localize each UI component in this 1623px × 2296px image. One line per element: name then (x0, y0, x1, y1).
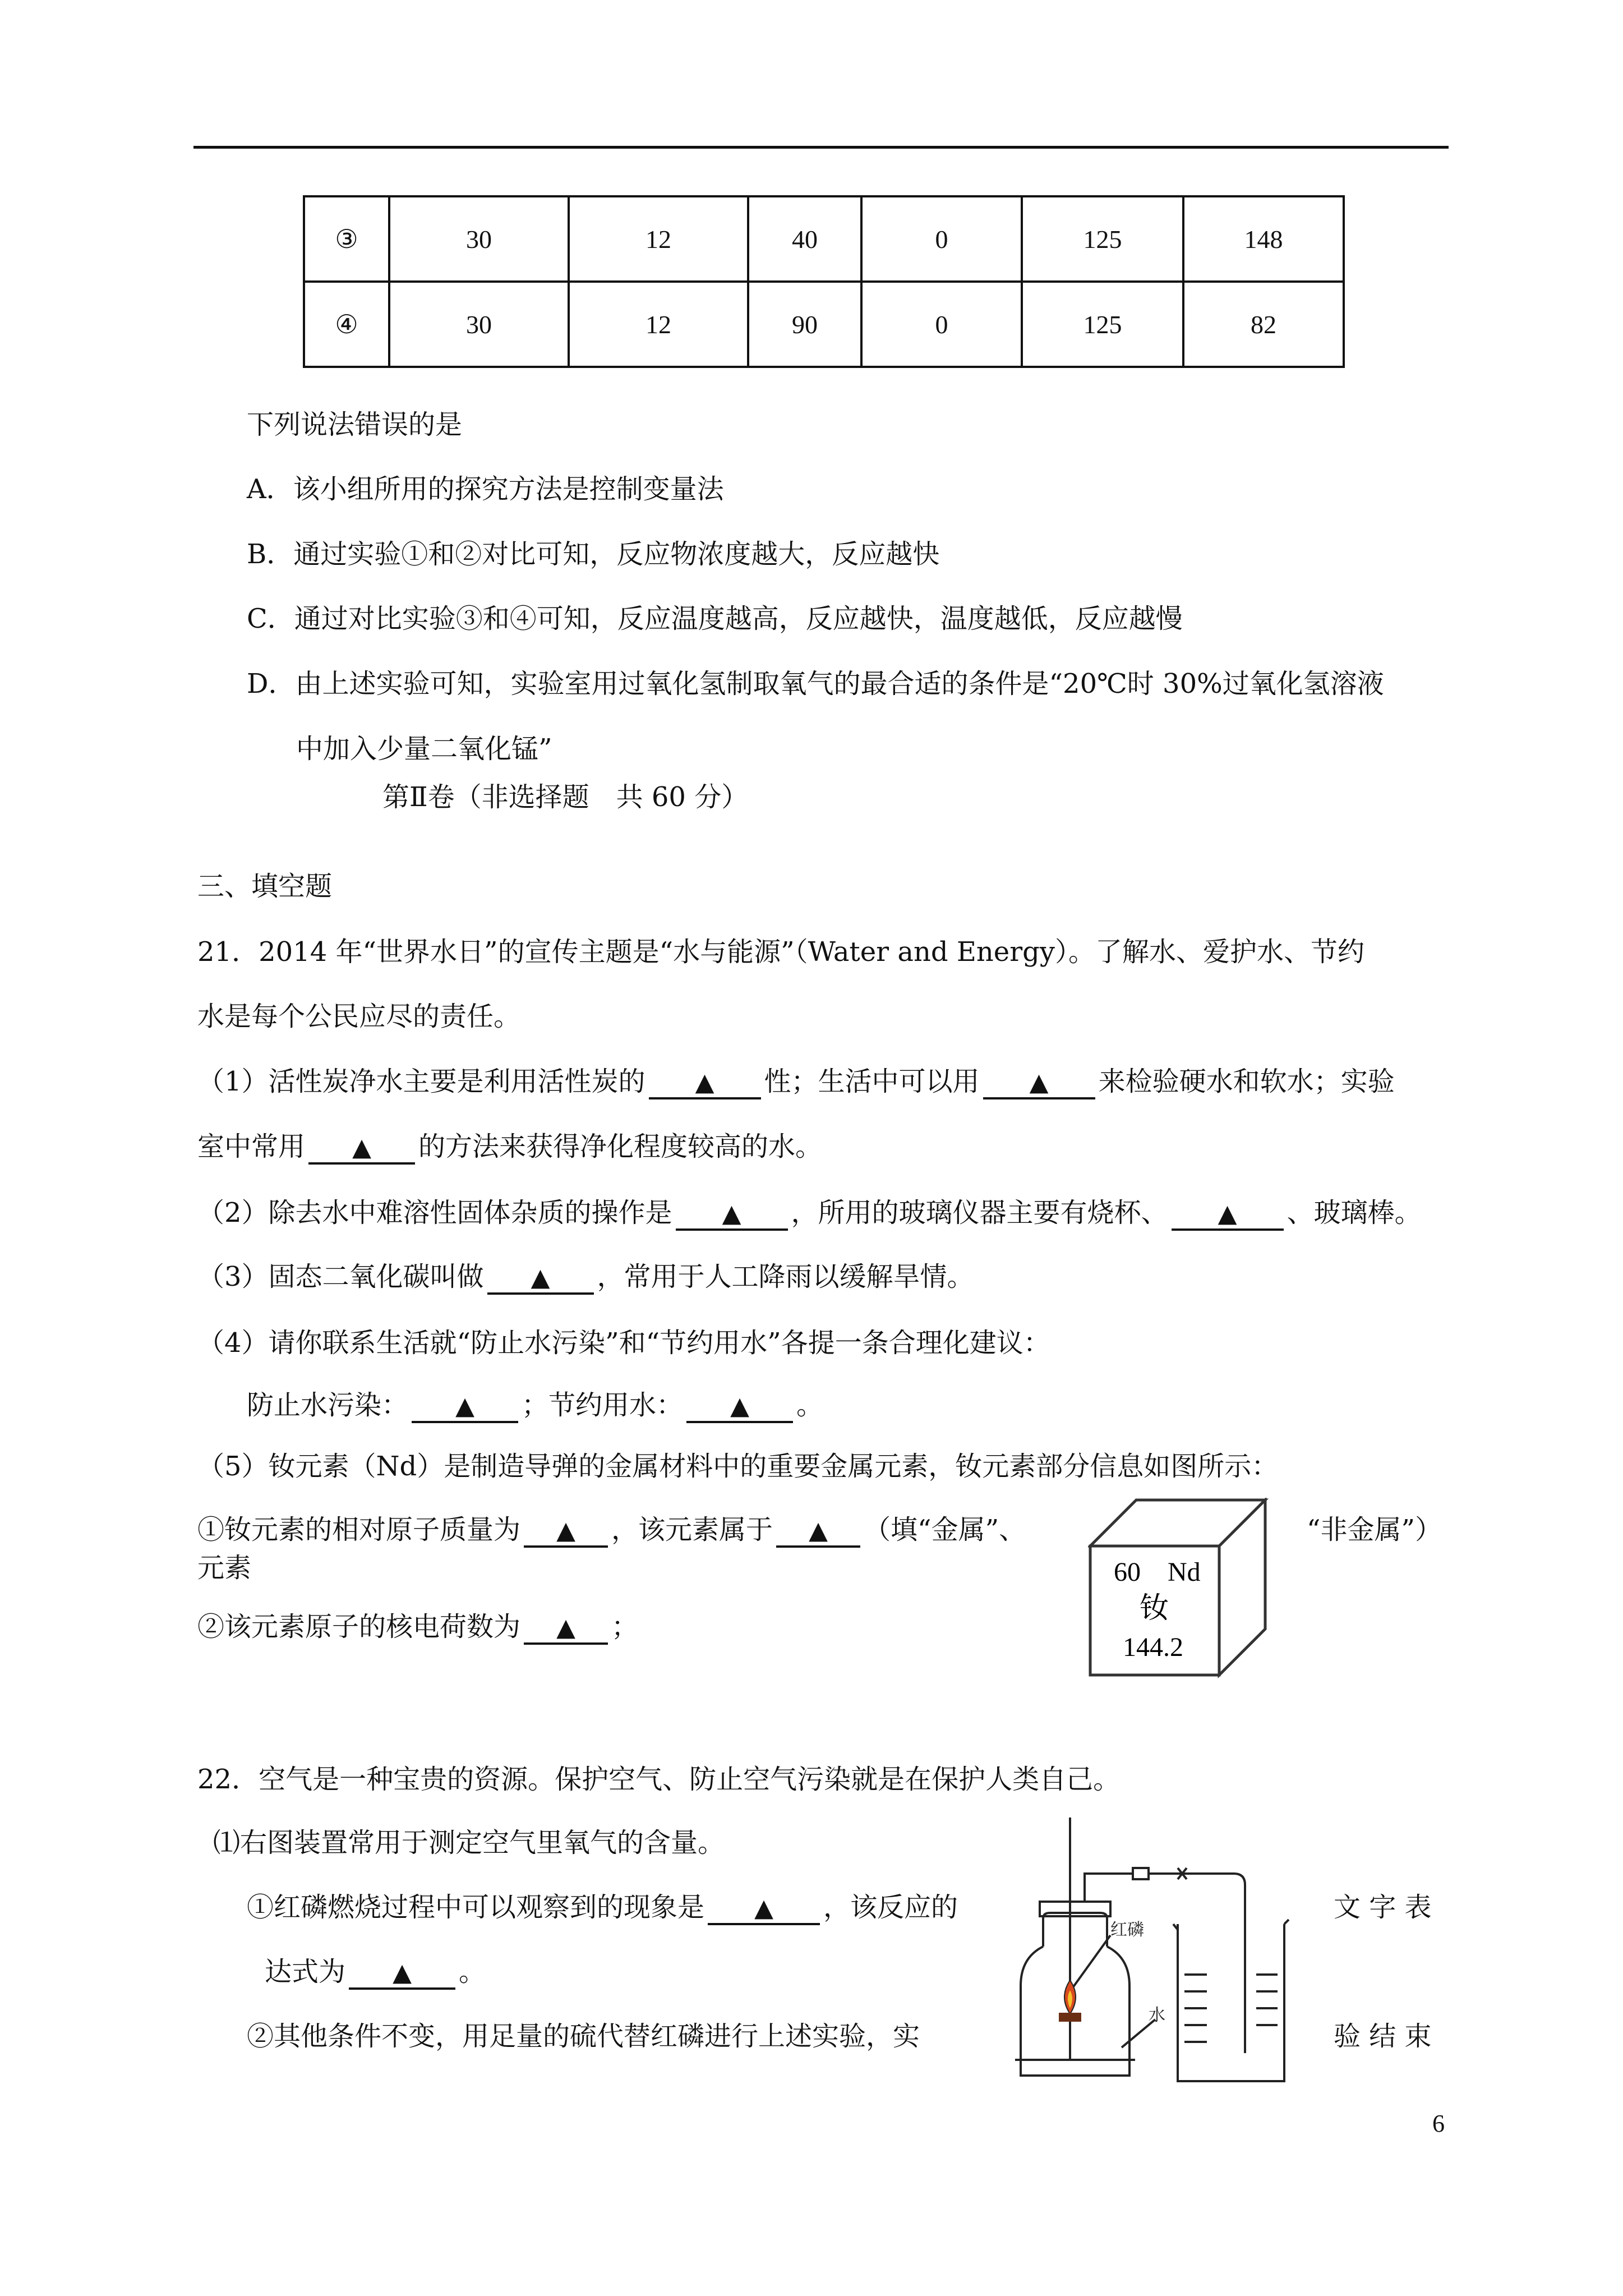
table-cell: 0 (861, 196, 1022, 282)
option-a: A．该小组所用的探究方法是控制变量法 (247, 473, 724, 505)
text: ，所用的玻璃仪器主要有烧杯、 (791, 1197, 1168, 1228)
part-title: 三、填空题 (197, 871, 333, 902)
triangle-mark: ▲ (754, 1894, 773, 1922)
table-cell: 125 (1022, 196, 1183, 282)
table-cell: 90 (748, 282, 861, 367)
text: ①钕元素的相对原子质量为 (197, 1514, 521, 1545)
oxygen-apparatus-diagram (1009, 1812, 1312, 2092)
text: 。 (459, 1956, 486, 1987)
q21-intro-line2: 水是每个公民应尽的责任。 (197, 1001, 521, 1032)
q21-part5: （5）钕元素（Nd）是制造导弹的金属材料中的重要金属元素，钕元素部分信息如图所示： (197, 1451, 1279, 1482)
table-row (304, 282, 1344, 367)
triangle-mark: ▲ (730, 1392, 749, 1420)
text: 性；生活中可以用 (764, 1066, 980, 1097)
table-cell: 125 (1022, 282, 1183, 367)
label-red-phosphorus: 红磷 (1110, 1920, 1144, 1940)
element-card-figure (1088, 1498, 1279, 1688)
experiment-table (303, 195, 1345, 368)
q21-part5-line1-wrap: 元素 (197, 1552, 252, 1584)
q21-part1-line2 (197, 1130, 822, 1165)
triangle-mark: ▲ (1029, 1068, 1049, 1097)
text: ，该元素属于 (611, 1514, 773, 1545)
q22-part1-line1-end: 文 字 表 (1334, 1892, 1432, 1923)
text: ，该反应的 (823, 1892, 958, 1923)
row-id: ④ (304, 282, 389, 367)
q21-part5-line1-end: “非金属”） (1307, 1514, 1442, 1545)
text: ②该元素原子的核电荷数为 (197, 1611, 521, 1642)
option-d-line2: 中加入少量二氧化锰” (296, 733, 552, 765)
page-number: 6 (1432, 2110, 1445, 2137)
answer-blank[interactable] (708, 1893, 820, 1925)
header-rule (193, 146, 1449, 149)
q21-part4: （4）请你联系生活就“防止水污染”和“节约用水”各提一条合理化建议： (197, 1327, 1050, 1359)
q22-part1-line2 (265, 1955, 486, 1990)
answer-blank[interactable] (1172, 1198, 1284, 1231)
text: 来检验硬水和软水；实验 (1098, 1066, 1395, 1097)
answer-blank[interactable] (686, 1391, 793, 1423)
triangle-mark: ▲ (556, 1613, 575, 1642)
table-cell: 82 (1183, 282, 1344, 367)
atomic-mass: 144.2 (1123, 1632, 1183, 1662)
q22-part1-line1 (247, 1890, 958, 1925)
q21-part4-answers (247, 1388, 823, 1423)
label-water: 水 (1149, 2005, 1165, 2025)
table-cell: 12 (569, 196, 748, 282)
q21-part1-line1 (197, 1065, 1395, 1099)
question-stem: 下列说法错误的是 (247, 409, 463, 440)
triangle-mark: ▲ (722, 1199, 741, 1228)
triangle-mark: ▲ (556, 1516, 575, 1545)
text: ； (611, 1611, 639, 1642)
answer-blank[interactable] (776, 1515, 860, 1548)
text: （3）固态二氧化碳叫做 (197, 1261, 484, 1292)
q21-part5-line1 (197, 1513, 1026, 1548)
triangle-mark: ▲ (455, 1392, 474, 1420)
text: （填“金属”、 (864, 1514, 1026, 1545)
text: 防止水污染： (247, 1389, 409, 1421)
table-row (304, 196, 1344, 282)
option-b: B．通过实验①和②对比可知，反应物浓度越大，反应越快 (247, 539, 940, 570)
answer-blank[interactable] (412, 1391, 518, 1423)
text: 达式为 (265, 1956, 346, 1987)
answer-blank[interactable] (983, 1067, 1095, 1099)
answer-blank[interactable] (649, 1067, 761, 1099)
text: 。 (796, 1389, 824, 1421)
q21-part5-line2 (197, 1610, 638, 1645)
element-symbol: Nd (1168, 1557, 1201, 1587)
section-title: 第Ⅱ卷（非选择题 共 60 分） (382, 781, 749, 813)
answer-blank[interactable] (524, 1612, 608, 1645)
triangle-mark: ▲ (531, 1263, 550, 1292)
table-cell: 40 (748, 196, 861, 282)
text: 、玻璃棒。 (1287, 1197, 1422, 1228)
text: 室中常用 (197, 1131, 306, 1162)
text: ；节约用水： (522, 1389, 684, 1421)
table-cell: 30 (389, 282, 569, 367)
answer-blank[interactable] (676, 1198, 788, 1231)
row-id: ③ (304, 196, 389, 282)
text: 的方法来获得净化程度较高的水。 (418, 1131, 823, 1162)
text: （1）活性炭净水主要是利用活性炭的 (197, 1066, 645, 1097)
q21-part2 (197, 1196, 1422, 1231)
triangle-mark: ▲ (352, 1133, 371, 1162)
q22-part1: ⑴右图装置常用于测定空气里氧气的含量。 (213, 1827, 725, 1858)
answer-blank[interactable] (487, 1262, 594, 1295)
answer-blank[interactable] (349, 1957, 455, 1990)
table-cell: 148 (1183, 196, 1344, 282)
answer-blank[interactable] (524, 1515, 608, 1548)
text: ，常用于人工降雨以缓解旱情。 (597, 1261, 974, 1292)
table-cell: 0 (861, 282, 1022, 367)
q22-part1-line3-end: 验 结 束 (1334, 2021, 1432, 2052)
option-c: C．通过对比实验③和④可知，反应温度越高，反应越快，温度越低，反应越慢 (247, 603, 1183, 634)
element-name: 钕 (1140, 1591, 1169, 1625)
triangle-mark: ▲ (695, 1068, 714, 1097)
q22-part1-line3: ②其他条件不变，用足量的硫代替红磷进行上述实验，实 (247, 2021, 920, 2052)
option-d-line1: D．由上述实验可知，实验室用过氧化氢制取氧气的最合适的条件是“20℃时 30%过氧化氢溶液 (247, 668, 1384, 700)
text: ①红磷燃烧过程中可以观察到的现象是 (247, 1892, 705, 1923)
answer-blank[interactable] (308, 1132, 415, 1165)
table-cell: 30 (389, 196, 569, 282)
table-cell: 12 (569, 282, 748, 367)
atomic-number: 60 (1114, 1557, 1141, 1587)
q21-intro-line1: 21．2014 年“世界水日”的宣传主题是“水与能源”（Water and Energy）。了解水、爱护水、节约 (197, 936, 1364, 968)
q22-intro: 22．空气是一种宝贵的资源。保护空气、防止空气污染就是在保护人类自己。 (197, 1764, 1121, 1795)
triangle-mark: ▲ (809, 1516, 828, 1545)
triangle-mark: ▲ (393, 1958, 412, 1987)
q21-part3 (197, 1260, 974, 1295)
triangle-mark: ▲ (1218, 1199, 1237, 1228)
text: （2）除去水中难溶性固体杂质的操作是 (197, 1197, 672, 1228)
